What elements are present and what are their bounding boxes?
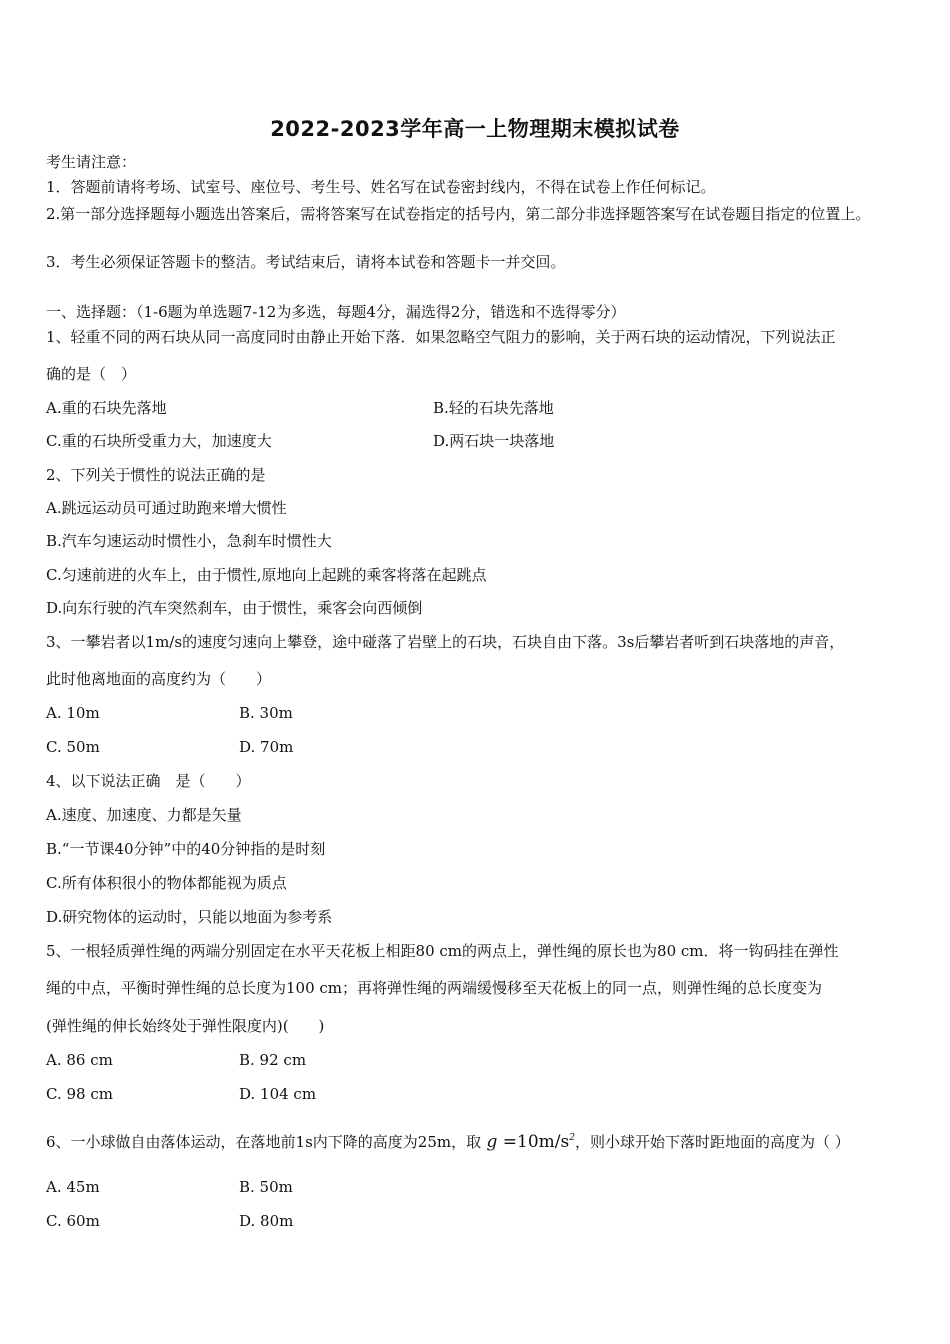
q4-option-d: D.研究物体的运动时，只能以地面为参考系: [46, 908, 333, 926]
q2-option-d: D.向东行驶的汽车突然刹车，由于惯性，乘客会向西倾倒: [46, 599, 423, 617]
q2-stem: 2、下列关于惯性的说法正确的是: [46, 466, 266, 484]
q6-formula-g: g: [486, 1132, 498, 1152]
q1-option-b: B.轻的石块先落地: [433, 399, 554, 417]
q1-option-c: C.重的石块所受重力大，加速度大: [46, 432, 272, 450]
notice-item-2: 2.第一部分选择题每小题选出答案后，需将答案写在试卷指定的括号内，第二部分非选择题答案写在试卷题目指定的位置上。: [46, 205, 871, 223]
q4-option-c: C.所有体积很小的物体都能视为质点: [46, 874, 287, 892]
page-title: 2022-2023学年高一上物理期末模拟试卷: [270, 117, 680, 141]
q5-stem-line3: (弹性绳的伸长始终处于弹性限度内)( ): [46, 1017, 325, 1035]
q4-stem: 4、以下说法正确 是（ ）: [46, 772, 251, 790]
notice-heading: 考生请注意：: [46, 153, 137, 171]
q5-option-d: D. 104 cm: [239, 1085, 317, 1103]
q2-option-a: A.跳远运动员可通过助跑来增大惯性: [46, 499, 287, 517]
q3-option-b: B. 30m: [239, 704, 293, 722]
q6-option-d: D. 80m: [239, 1212, 294, 1230]
q6-option-c: C. 60m: [46, 1212, 100, 1230]
q1-stem-line1: 1、轻重不同的两石块从同一高度同时由静止开始下落．如果忽略空气阻力的影响，关于两石块的运动情况，下列说法正: [46, 328, 836, 346]
notice-item-1: 1．答题前请将考场、试室号、座位号、考生号、姓名写在试卷密封线内，不得在试卷上作任何标记。: [46, 178, 716, 196]
q5-option-c: C. 98 cm: [46, 1085, 113, 1103]
q6-stem-pre: 6、一小球做自由落体运动，在落地前1s内下降的高度为25m，取: [46, 1133, 482, 1151]
q1-option-d: D.两石块一块落地: [433, 432, 555, 450]
q2-option-b: B.汽车匀速运动时惯性小，急刹车时惯性大: [46, 532, 332, 550]
q6-formula-exponent: 2: [569, 1133, 575, 1143]
q3-option-c: C. 50m: [46, 738, 100, 756]
q1-stem-line2: 确的是（ ）: [46, 365, 137, 383]
q3-option-d: D. 70m: [239, 738, 294, 756]
q4-option-b: B.“一节课40分钟”中的40分钟指的是时刻: [46, 840, 326, 858]
q1-option-a: A.重的石块先落地: [46, 399, 167, 417]
notice-item-3: 3．考生必须保证答题卡的整洁。考试结束后，请将本试卷和答题卡一并交回。: [46, 253, 566, 271]
q4-option-a: A.速度、加速度、力都是矢量: [46, 806, 242, 824]
q3-stem-line2: 此时他离地面的高度约为（ ）: [46, 670, 272, 688]
q5-stem-line2: 绳的中点，平衡时弹性绳的总长度为100 cm；再将弹性绳的两端缓慢移至天花板上的同一点，则弹性绳的总长度变为: [46, 979, 823, 997]
q6-option-a: A. 45m: [46, 1178, 100, 1196]
q3-stem-line1: 3、一攀岩者以1m/s的速度匀速向上攀登，途中碰落了岩壁上的石块，石块自由下落。3s后攀岩者听到石块落地的声音，: [46, 633, 845, 651]
q3-option-a: A. 10m: [46, 704, 100, 722]
q6-formula-eq: =10m/s: [497, 1132, 570, 1152]
q6-option-b: B. 50m: [239, 1178, 293, 1196]
q5-option-b: B. 92 cm: [239, 1051, 307, 1069]
section-heading: 一、选择题：（1-6题为单选题7-12为多选，每题4分，漏选得2分，错选和不选得零分）: [46, 303, 626, 321]
q5-stem-line1: 5、一根轻质弹性绳的两端分别固定在水平天花板上相距80 cm的两点上，弹性绳的原长也为80 cm．将一钩码挂在弹性: [46, 942, 839, 960]
q6-stem-post: ，则小球开始下落时距地面的高度为（ ）: [575, 1133, 850, 1151]
q6-formula: [481, 1132, 575, 1152]
q5-option-a: A. 86 cm: [46, 1051, 113, 1069]
q2-option-c: C.匀速前进的火车上，由于惯性,原地向上起跳的乘客将落在起跳点: [46, 566, 487, 584]
q6-stem: [46, 1128, 850, 1152]
